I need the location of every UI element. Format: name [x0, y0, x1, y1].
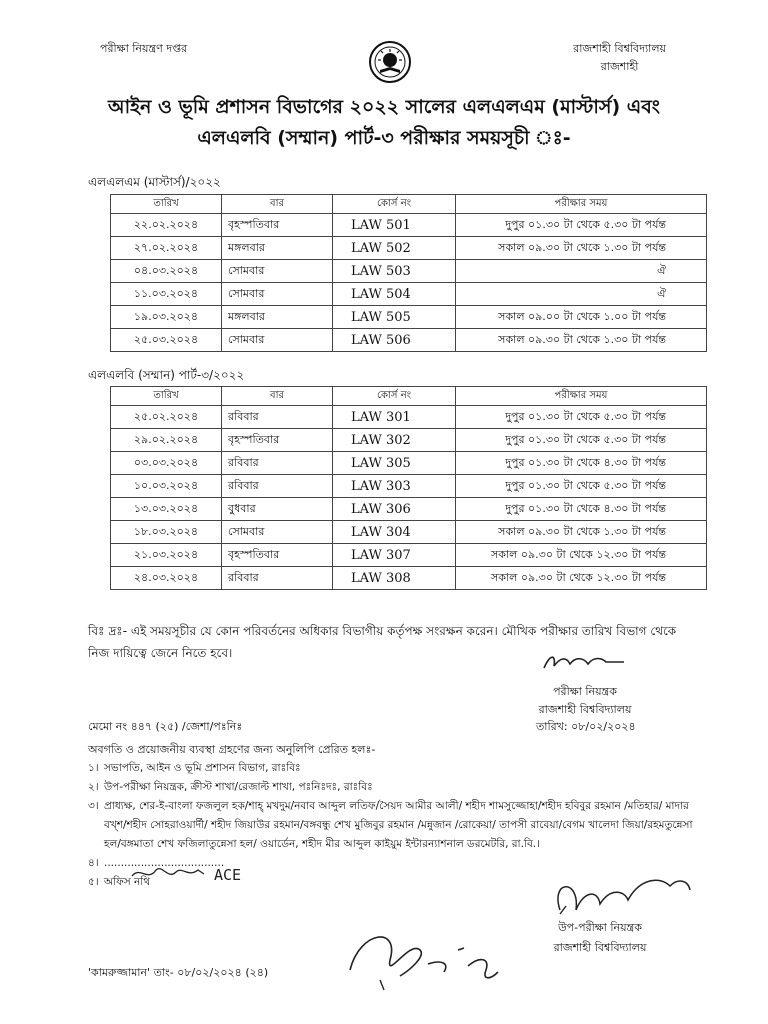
table-row	[111, 406, 707, 429]
course-cell: LAW 307	[333, 544, 456, 567]
course-cell: LAW 505	[333, 306, 456, 329]
table-row	[111, 429, 707, 452]
table-row	[111, 260, 707, 283]
recipient-text: উপ-পরীক্ষা নিয়ন্ত্রক, ক্রীস্ট শাখা/রেজাল্ট শাখা, পঃনিঃদঃ, রাঃবিঃ	[104, 781, 373, 793]
llb-heading: এলএলবি (সম্মান) পার্ট-৩/২০২২	[88, 368, 245, 382]
course-cell: LAW 506	[333, 329, 456, 352]
date-cell: ১০.০৩.২০২৪	[111, 475, 222, 498]
date-cell: ১৮.০৩.২০২৪	[111, 521, 222, 544]
day-cell: রবিবার	[222, 406, 333, 429]
date-cell: ২৫.০২.২০২৪	[111, 406, 222, 429]
llm-heading: এলএলএম (মাস্টার্স)/২০২২	[88, 175, 221, 189]
table-header-row	[111, 387, 707, 406]
date-cell: ১১.০৩.২০২৪	[111, 283, 222, 306]
course-cell: LAW 504	[333, 283, 456, 306]
day-cell: বুধবার	[222, 498, 333, 521]
column-header-date: তারিখ	[111, 387, 222, 406]
course-cell: LAW 501	[333, 214, 456, 237]
note-text: বিঃ দ্রঃ- এই সময়সূচীর যে কোন পরিবর্তনের অধিকার বিভাগীয় কর্তৃপক্ষ সংরক্ষন করেন। মৌখিক পরীক্ষার তারিখ বিভাগ থেকে নিজ দায়িত্বে জেনে নিতে হবে।	[88, 624, 677, 660]
course-cell: LAW 303	[333, 475, 456, 498]
time-cell: দুপুর ০১.৩০ টা থেকে ৫.৩০ টা পর্যন্ত	[456, 429, 707, 452]
table-row	[111, 283, 707, 306]
time-cell: ঐ	[456, 260, 707, 283]
day-cell: মঙ্গলবার	[222, 306, 333, 329]
course-cell: LAW 306	[333, 498, 456, 521]
time-cell: সকাল ০৯.৩০ টা থেকে ১২.৩০ টা পর্যন্ত	[456, 544, 707, 567]
llb-table-body	[111, 406, 707, 590]
controller-university: রাজশাহী বিশ্ববিদ্যালয়	[538, 703, 632, 716]
city-name: রাজশাহী	[600, 60, 639, 73]
recipient-number: ৩।	[88, 800, 99, 812]
time-cell: সকাল ০৯.৩০ টা থেকে ১.৩০ টা পর্যন্ত	[456, 237, 707, 260]
course-cell: LAW 301	[333, 406, 456, 429]
title-line-2: এলএলবি (সম্মান) পার্ট-৩ পরীক্ষার সময়সূচী ঃ-	[197, 127, 571, 149]
date-cell: ২২.০২.২০২৪	[111, 214, 222, 237]
llm-schedule-table	[110, 194, 707, 352]
table-row	[111, 306, 707, 329]
recipient-text: প্রাধ্যক্ষ, শের-ই-বাংলা ফজলুল হক/শাহ্ মখদুম/নবাব আব্দুল লতিফ/সৈয়দ আমীর আলী/ শহীদ শামসুজ্জোহা/শহীদ হবিবুর রহমান /মতিহার/ মাদার বখ্শ/শহীদ সোহরাওয়ার্দী/ শহীদ জিয়াউর রহমান/বঙ্গবন্ধু শেখ মুজিবুর রহমান /মন্নুজান /রোকেয়া/ তাপসী রাবেয়া/বেগম খালেদা জিয়া/রহমতুন্নেসা হল/বঙ্গমাতা শেখ ফজিলাতুন্নেসা হল/ ওয়ার্ডেন, শহীদ মীর আব্দুল কাইয়ুম ইন্টারন্যাশনাল ডরমেটরি, রা.বি.।	[104, 800, 693, 850]
deputy-university: রাজশাহী বিশ্ববিদ্যালয়	[553, 941, 647, 954]
date-cell: ০৪.০৩.২০২৪	[111, 260, 222, 283]
day-cell: বৃহস্পতিবার	[222, 544, 333, 567]
table-row	[111, 498, 707, 521]
course-cell: LAW 308	[333, 567, 456, 590]
day-cell: সোমবার	[222, 329, 333, 352]
memo-date: তারিখ: ০৮/০২/২০২৪	[536, 720, 636, 733]
controller-title: পরীক্ষা নিয়ন্ত্রক	[553, 685, 617, 698]
time-cell: দুপুর ০১.৩০ টা থেকে ৫.৩০ টা পর্যন্ত	[456, 214, 707, 237]
course-cell: LAW 305	[333, 452, 456, 475]
time-cell: দুপুর ০১.৩০ টা থেকে ৪.৩০ টা পর্যন্ত	[456, 498, 707, 521]
table-row	[111, 475, 707, 498]
course-cell: LAW 304	[333, 521, 456, 544]
controller-signature	[540, 650, 630, 674]
recipient-text: ....................................	[104, 857, 225, 869]
day-cell: সোমবার	[222, 521, 333, 544]
deputy-title: উপ-পরীক্ষা নিয়ন্ত্রক	[558, 921, 642, 934]
date-cell: ২৫.০৩.২০২৪	[111, 329, 222, 352]
table-row	[111, 544, 707, 567]
recipient-item	[88, 759, 706, 778]
memo-number: মেমো নং ৪৪৭ (২৫) /জেশা/পঃনিঃ	[88, 720, 243, 733]
university-address	[573, 40, 666, 76]
column-header-time: পরীক্ষার সময়	[456, 195, 707, 214]
page-title	[0, 92, 768, 154]
date-cell: ২৭.০২.২০২৪	[111, 237, 222, 260]
course-cell: LAW 503	[333, 260, 456, 283]
date-cell: ২১.০৩.২০২৪	[111, 544, 222, 567]
time-cell: সকাল ০৯.৩০ টা থেকে ১.৩০ টা পর্যন্ত	[456, 329, 707, 352]
course-cell: LAW 502	[333, 237, 456, 260]
table-header-row	[111, 195, 707, 214]
date-cell: ১৩.০৩.২০২৪	[111, 498, 222, 521]
day-cell: বৃহস্পতিবার	[222, 429, 333, 452]
time-cell: সকাল ০৯.০০ টা থেকে ১.০০ টা পর্যন্ত	[456, 306, 707, 329]
time-cell: দুপুর ০১.৩০ টা থেকে ৫.৩০ টা পর্যন্ত	[456, 406, 707, 429]
column-header-date: তারিখ	[111, 195, 222, 214]
day-cell: বৃহস্পতিবার	[222, 214, 333, 237]
llm-table-body	[111, 214, 707, 352]
recipient-text: সভাপতি, আইন ও ভূমি প্রশাসন বিভাগ, রাঃবিঃ	[104, 762, 301, 774]
recipient-number: ২।	[88, 781, 99, 793]
column-header-day: বার	[222, 195, 333, 214]
time-cell: সকাল ০৯.৩০ টা থেকে ১২.৩০ টা পর্যন্ত	[456, 567, 707, 590]
recipient-item	[88, 778, 706, 797]
table-row	[111, 237, 707, 260]
table-row	[111, 329, 707, 352]
university-name: রাজশাহী বিশ্ববিদ্যালয়	[573, 42, 666, 55]
table-row	[111, 452, 707, 475]
table-row	[111, 567, 707, 590]
recipient-number: ৪।	[88, 857, 99, 869]
university-seal-icon	[368, 40, 412, 84]
office-name: পরীক্ষা নিয়ন্ত্রণ দপ্তর	[100, 42, 188, 55]
day-cell: রবিবার	[222, 452, 333, 475]
recipient-number: ১।	[88, 762, 99, 774]
column-header-course: কোর্স নং	[333, 387, 456, 406]
date-cell: ২৪.০৩.২০২৪	[111, 567, 222, 590]
table-row	[111, 521, 707, 544]
course-cell: LAW 302	[333, 429, 456, 452]
time-cell: দুপুর ০১.৩০ টা থেকে ৪.৩০ টা পর্যন্ত	[456, 452, 707, 475]
handwritten-ace: ACE	[214, 866, 242, 884]
column-header-time: পরীক্ষার সময়	[456, 387, 707, 406]
handwritten-initials	[340, 920, 510, 1000]
handwritten-note	[128, 860, 278, 888]
day-cell: মঙ্গলবার	[222, 237, 333, 260]
date-cell: ২৯.০২.২০২৪	[111, 429, 222, 452]
date-cell: ০৩.০৩.২০২৪	[111, 452, 222, 475]
time-cell: সকাল ০৯.৩০ টা থেকে ১.৩০ টা পর্যন্ত	[456, 521, 707, 544]
recipient-number: ৫।	[88, 876, 99, 888]
column-header-course: কোর্স নং	[333, 195, 456, 214]
table-row	[111, 214, 707, 237]
time-cell: দুপুর ০১.৩০ টা থেকে ৫.৩০ টা পর্যন্ত	[456, 475, 707, 498]
title-line-1: আইন ও ভূমি প্রশাসন বিভাগের ২০২২ সালের এলএলএম (মাস্টার্স) এবং	[108, 96, 660, 118]
reference-line: 'কামরুজ্জামান' তাং- ০৮/০২/২০২৪ (২৪)	[88, 966, 269, 979]
recipient-text: অফিস নথি	[104, 876, 151, 888]
day-cell: রবিবার	[222, 567, 333, 590]
deputy-block	[525, 918, 675, 958]
day-cell: সোমবার	[222, 283, 333, 306]
column-header-day: বার	[222, 387, 333, 406]
controller-block	[505, 683, 665, 719]
day-cell: সোমবার	[222, 260, 333, 283]
day-cell: রবিবার	[222, 475, 333, 498]
copy-heading: অবগতি ও প্রয়োজনীয় ব্যবস্থা গ্রহণের জন্য অনুলিপি প্রেরিত হলঃ-	[88, 743, 376, 756]
llb-schedule-table	[110, 386, 707, 590]
recipient-item	[88, 797, 706, 854]
date-cell: ১৯.০৩.২০২৪	[111, 306, 222, 329]
time-cell: ঐ	[456, 283, 707, 306]
